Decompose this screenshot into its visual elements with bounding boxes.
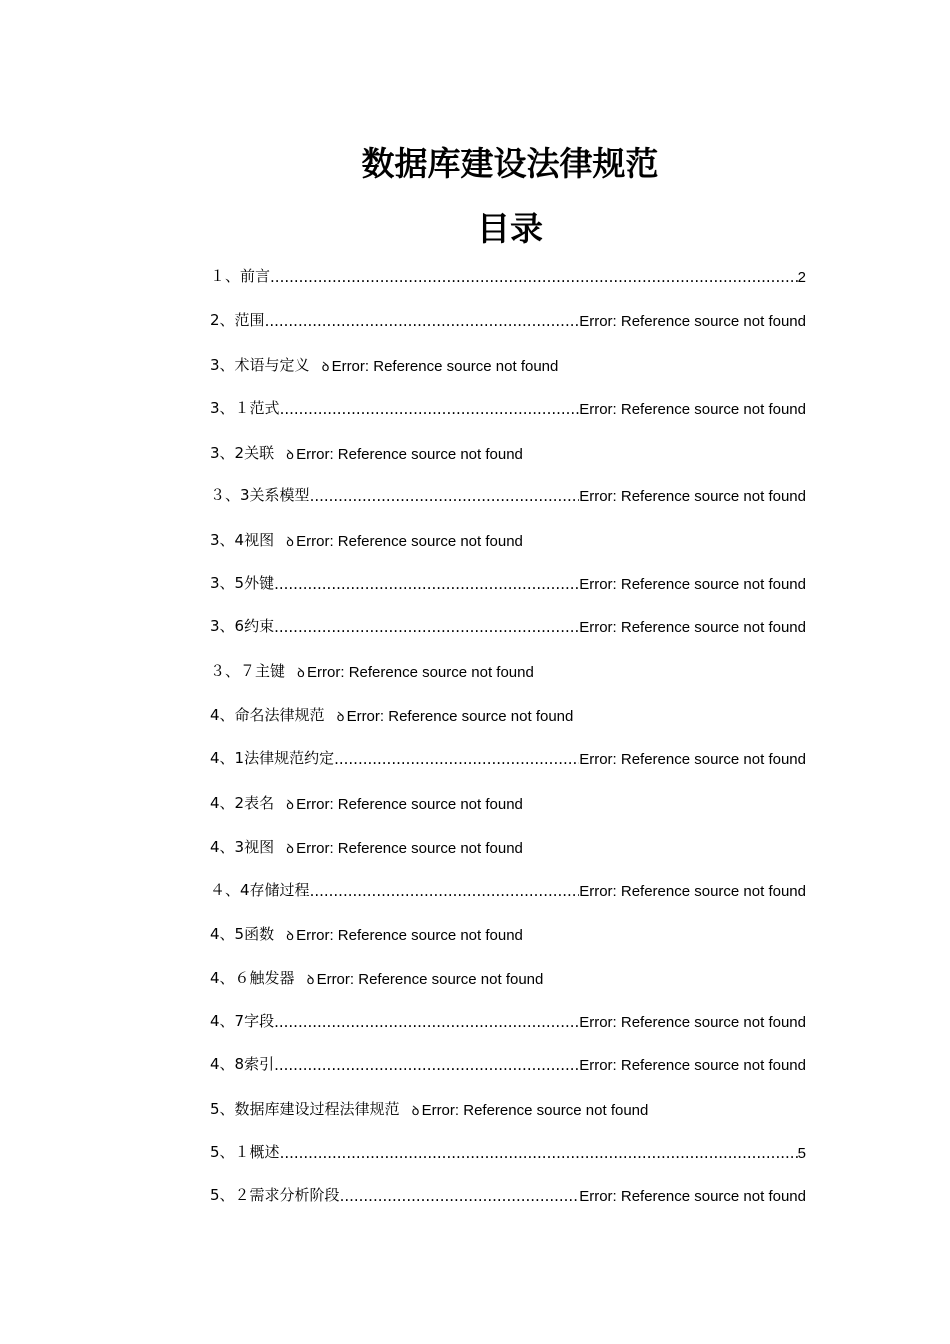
- toc-entry-number: 3、4: [210, 531, 245, 549]
- toc-entry[interactable]: [210, 876, 806, 900]
- toc-entry-page-ref: Error: Reference source not found: [296, 533, 523, 550]
- toc-entry-page-ref: Error: Reference source not found: [296, 446, 523, 463]
- toc-entry-number: １、: [210, 267, 241, 285]
- toc-entry[interactable]: [210, 439, 806, 463]
- toc-entry-page-ref: 2: [797, 269, 806, 286]
- toc-entry-number: 2、: [210, 311, 235, 329]
- tab-mark: ꝺ: [306, 973, 315, 988]
- toc-entry-number: ３、3: [210, 486, 250, 504]
- toc-entry-page-ref: Error: Reference source not found: [579, 313, 806, 330]
- toc-entry-number: 3、: [210, 399, 235, 417]
- toc-entry-number: ３、: [210, 662, 241, 680]
- toc-entry-page-ref: Error: Reference source not found: [579, 751, 806, 768]
- toc-entry[interactable]: [210, 920, 806, 944]
- toc-entry[interactable]: [210, 1095, 806, 1119]
- toc-entry[interactable]: [210, 394, 806, 418]
- toc-entry-title: 字段: [244, 1012, 275, 1030]
- toc-entry-number: 4、7: [210, 1012, 245, 1030]
- tab-mark: ꝺ: [286, 929, 294, 944]
- toc-entry-page-ref: Error: Reference source not found: [421, 1102, 649, 1119]
- toc-entry-number: ４、4: [210, 881, 250, 899]
- toc-entry-title: 法律规范约定: [244, 749, 335, 767]
- toc-entry-number: 5、: [210, 1100, 235, 1118]
- toc-entry-title: １范式: [234, 399, 280, 417]
- tab-mark: ꝺ: [286, 535, 294, 550]
- toc-entry[interactable]: [210, 833, 806, 857]
- toc-entry-title: 范围: [234, 311, 265, 329]
- toc-entry-title: 表名: [244, 794, 275, 812]
- toc-entry[interactable]: [210, 262, 806, 286]
- toc-entry-number: 4、8: [210, 1055, 245, 1073]
- dot-leader: [334, 750, 579, 768]
- tab-mark: ꝺ: [286, 798, 294, 813]
- document-title: 数据库建设法律规范: [361, 144, 659, 183]
- toc-entry-number: 3、: [210, 356, 235, 374]
- toc-entry[interactable]: [210, 351, 806, 375]
- toc-entry-number: 5、: [210, 1143, 235, 1161]
- toc-entry-page-ref: Error: Reference source not found: [579, 1014, 806, 1031]
- toc-entry[interactable]: [210, 612, 806, 636]
- toc-entry[interactable]: [210, 964, 806, 988]
- toc-entry-title: 函数: [244, 925, 275, 943]
- dot-leader: [274, 575, 579, 593]
- dot-leader: [274, 1056, 579, 1074]
- toc-entry-number: 4、1: [210, 749, 245, 767]
- dot-leader: [274, 1013, 579, 1031]
- toc-entry-page-ref: Error: Reference source not found: [579, 488, 806, 505]
- toc-entry-page-ref: Error: Reference source not found: [579, 401, 806, 418]
- tab-mark: ꝺ: [297, 666, 305, 681]
- toc-entry-page-ref: Error: Reference source not found: [579, 883, 806, 900]
- toc-entry[interactable]: [210, 744, 806, 768]
- toc-entry-page-ref: Error: Reference source not found: [331, 358, 559, 375]
- dot-leader: [340, 1187, 580, 1205]
- tab-mark: ꝺ: [336, 710, 345, 725]
- toc-entry-title: 术语与定义: [234, 356, 310, 374]
- tab-mark: ꝺ: [286, 842, 294, 857]
- toc-entry[interactable]: [210, 789, 806, 813]
- toc-entry-title: 视图: [244, 531, 275, 549]
- toc-entry[interactable]: [210, 526, 806, 550]
- toc-entry-title: 存储过程: [249, 881, 310, 899]
- toc-entry-number: 4、: [210, 706, 235, 724]
- toc-entry-number: 3、2: [210, 444, 245, 462]
- toc-entry-page-ref: Error: Reference source not found: [579, 1188, 806, 1205]
- tab-mark: ꝺ: [411, 1104, 420, 1119]
- toc-entry[interactable]: [210, 1007, 806, 1031]
- toc-entry[interactable]: [210, 657, 806, 681]
- toc-entry-title: 关联: [244, 444, 275, 462]
- toc-entry-page-ref: 5: [797, 1145, 806, 1162]
- toc-entry[interactable]: [210, 481, 806, 505]
- toc-entry-title: ７主键: [240, 662, 286, 680]
- dot-leader: [280, 400, 580, 418]
- toc-entry-number: 4、5: [210, 925, 245, 943]
- toc-entry-number: 4、2: [210, 794, 245, 812]
- toc-entry[interactable]: [210, 1181, 806, 1205]
- dot-leader: [310, 882, 580, 900]
- toc-entry[interactable]: [210, 306, 806, 330]
- toc-entry[interactable]: [210, 701, 806, 725]
- toc-entry-title: 命名法律规范: [234, 706, 325, 724]
- toc-entry-number: 3、5: [210, 574, 245, 592]
- tab-mark: ꝺ: [321, 360, 330, 375]
- toc-entry-page-ref: Error: Reference source not found: [307, 664, 534, 681]
- toc-entry-title: 前言: [240, 267, 271, 285]
- toc-entry-title: １概述: [234, 1143, 280, 1161]
- dot-leader: [270, 268, 798, 286]
- toc-entry-page-ref: Error: Reference source not found: [296, 927, 523, 944]
- toc-entry[interactable]: [210, 1050, 806, 1074]
- toc-entry-title: ２需求分析阶段: [234, 1186, 340, 1204]
- toc-entry[interactable]: [210, 1138, 806, 1162]
- toc-entry[interactable]: [210, 569, 806, 593]
- dot-leader: [274, 618, 579, 636]
- toc-entry-number: 4、3: [210, 838, 245, 856]
- toc-entry-title: 数据库建设过程法律规范: [234, 1100, 400, 1118]
- dot-leader: [310, 487, 580, 505]
- toc-entry-page-ref: Error: Reference source not found: [579, 619, 806, 636]
- toc-entry-title: 外键: [244, 574, 275, 592]
- dot-leader: [280, 1144, 798, 1162]
- toc-entry-page-ref: Error: Reference source not found: [296, 796, 523, 813]
- toc-heading: 目录: [477, 209, 543, 248]
- toc-entry-number: 4、: [210, 969, 235, 987]
- toc-entry-page-ref: Error: Reference source not found: [579, 1057, 806, 1074]
- toc-entry-number: 5、: [210, 1186, 235, 1204]
- toc-entry-title: 约束: [244, 617, 275, 635]
- toc-entry-title: 索引: [244, 1055, 275, 1073]
- toc-entry-title: 关系模型: [249, 486, 310, 504]
- toc-entry-page-ref: Error: Reference source not found: [316, 971, 544, 988]
- toc-entry-page-ref: Error: Reference source not found: [346, 708, 574, 725]
- tab-mark: ꝺ: [286, 448, 294, 463]
- toc-entry-number: 3、6: [210, 617, 245, 635]
- toc-entry-page-ref: Error: Reference source not found: [296, 840, 523, 857]
- dot-leader: [265, 312, 580, 330]
- toc-entry-page-ref: Error: Reference source not found: [579, 576, 806, 593]
- toc-entry-title: ６触发器: [234, 969, 295, 987]
- toc-entry-title: 视图: [244, 838, 275, 856]
